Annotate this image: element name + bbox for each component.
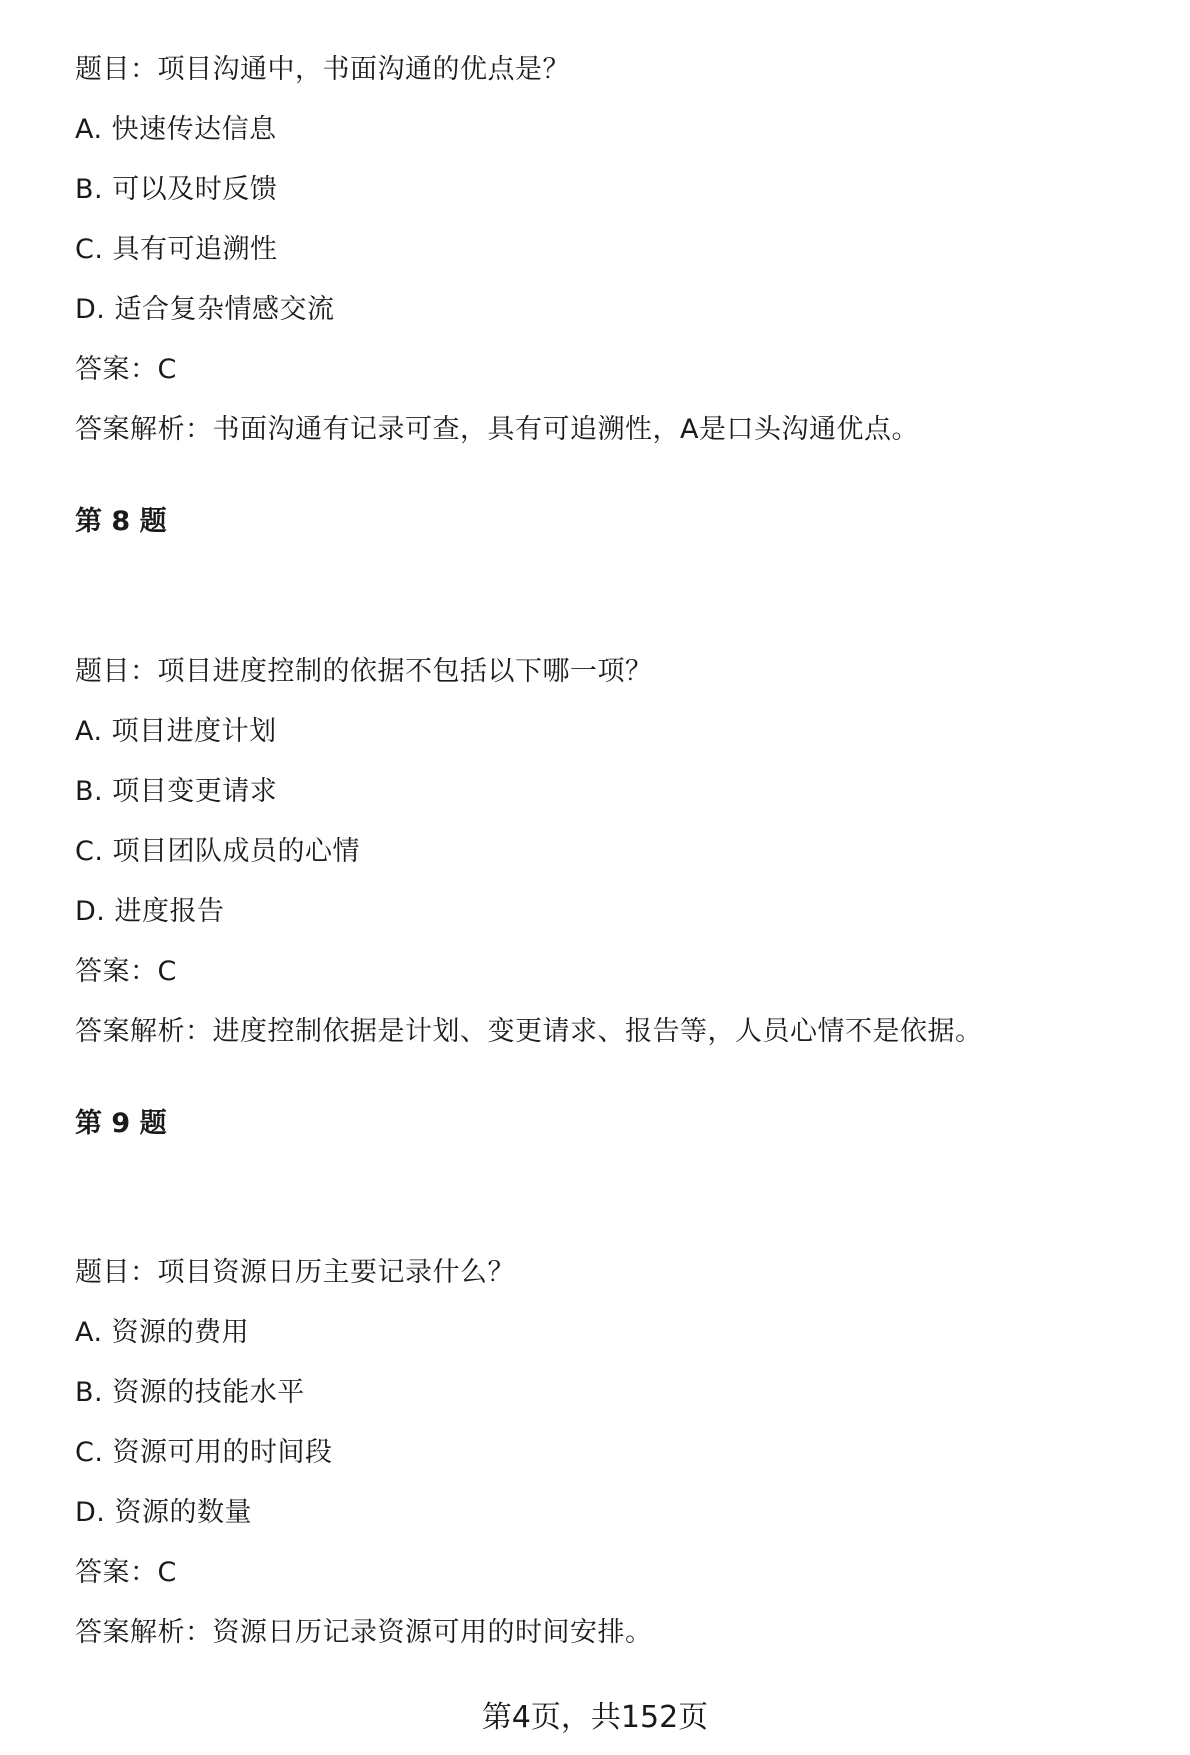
option-c: C. 资源可用的时间段: [75, 1437, 333, 1468]
answer-explanation: 答案解析：资源日历记录资源可用的时间安排。: [75, 1617, 653, 1648]
page-number-footer: 第4页，共152页: [481, 1700, 709, 1735]
answer: 答案：C: [75, 354, 177, 385]
option-c: C. 具有可追溯性: [75, 234, 278, 265]
option-d: D. 资源的数量: [75, 1497, 252, 1528]
question-stem: 题目：项目沟通中，书面沟通的优点是？: [75, 54, 570, 85]
answer-explanation: 答案解析：书面沟通有记录可查，具有可追溯性，A是口头沟通优点。: [75, 414, 919, 445]
question-stem: 题目：项目进度控制的依据不包括以下哪一项？: [75, 656, 653, 687]
option-d: D. 适合复杂情感交流: [75, 294, 335, 325]
question-heading: 第 8 题: [75, 506, 167, 537]
answer: 答案：C: [75, 1557, 177, 1588]
option-a: A. 快速传达信息: [75, 114, 277, 145]
answer-explanation: 答案解析：进度控制依据是计划、变更请求、报告等，人员心情不是依据。: [75, 1016, 983, 1047]
question-stem: 题目：项目资源日历主要记录什么？: [75, 1257, 515, 1288]
option-a: A. 资源的费用: [75, 1317, 250, 1348]
question-heading: 第 9 题: [75, 1108, 167, 1139]
answer: 答案：C: [75, 956, 177, 987]
option-c: C. 项目团队成员的心情: [75, 836, 361, 867]
option-a: A. 项目进度计划: [75, 716, 277, 747]
option-b: B. 项目变更请求: [75, 776, 278, 807]
option-d: D. 进度报告: [75, 896, 225, 927]
option-b: B. 资源的技能水平: [75, 1377, 305, 1408]
option-b: B. 可以及时反馈: [75, 174, 278, 205]
